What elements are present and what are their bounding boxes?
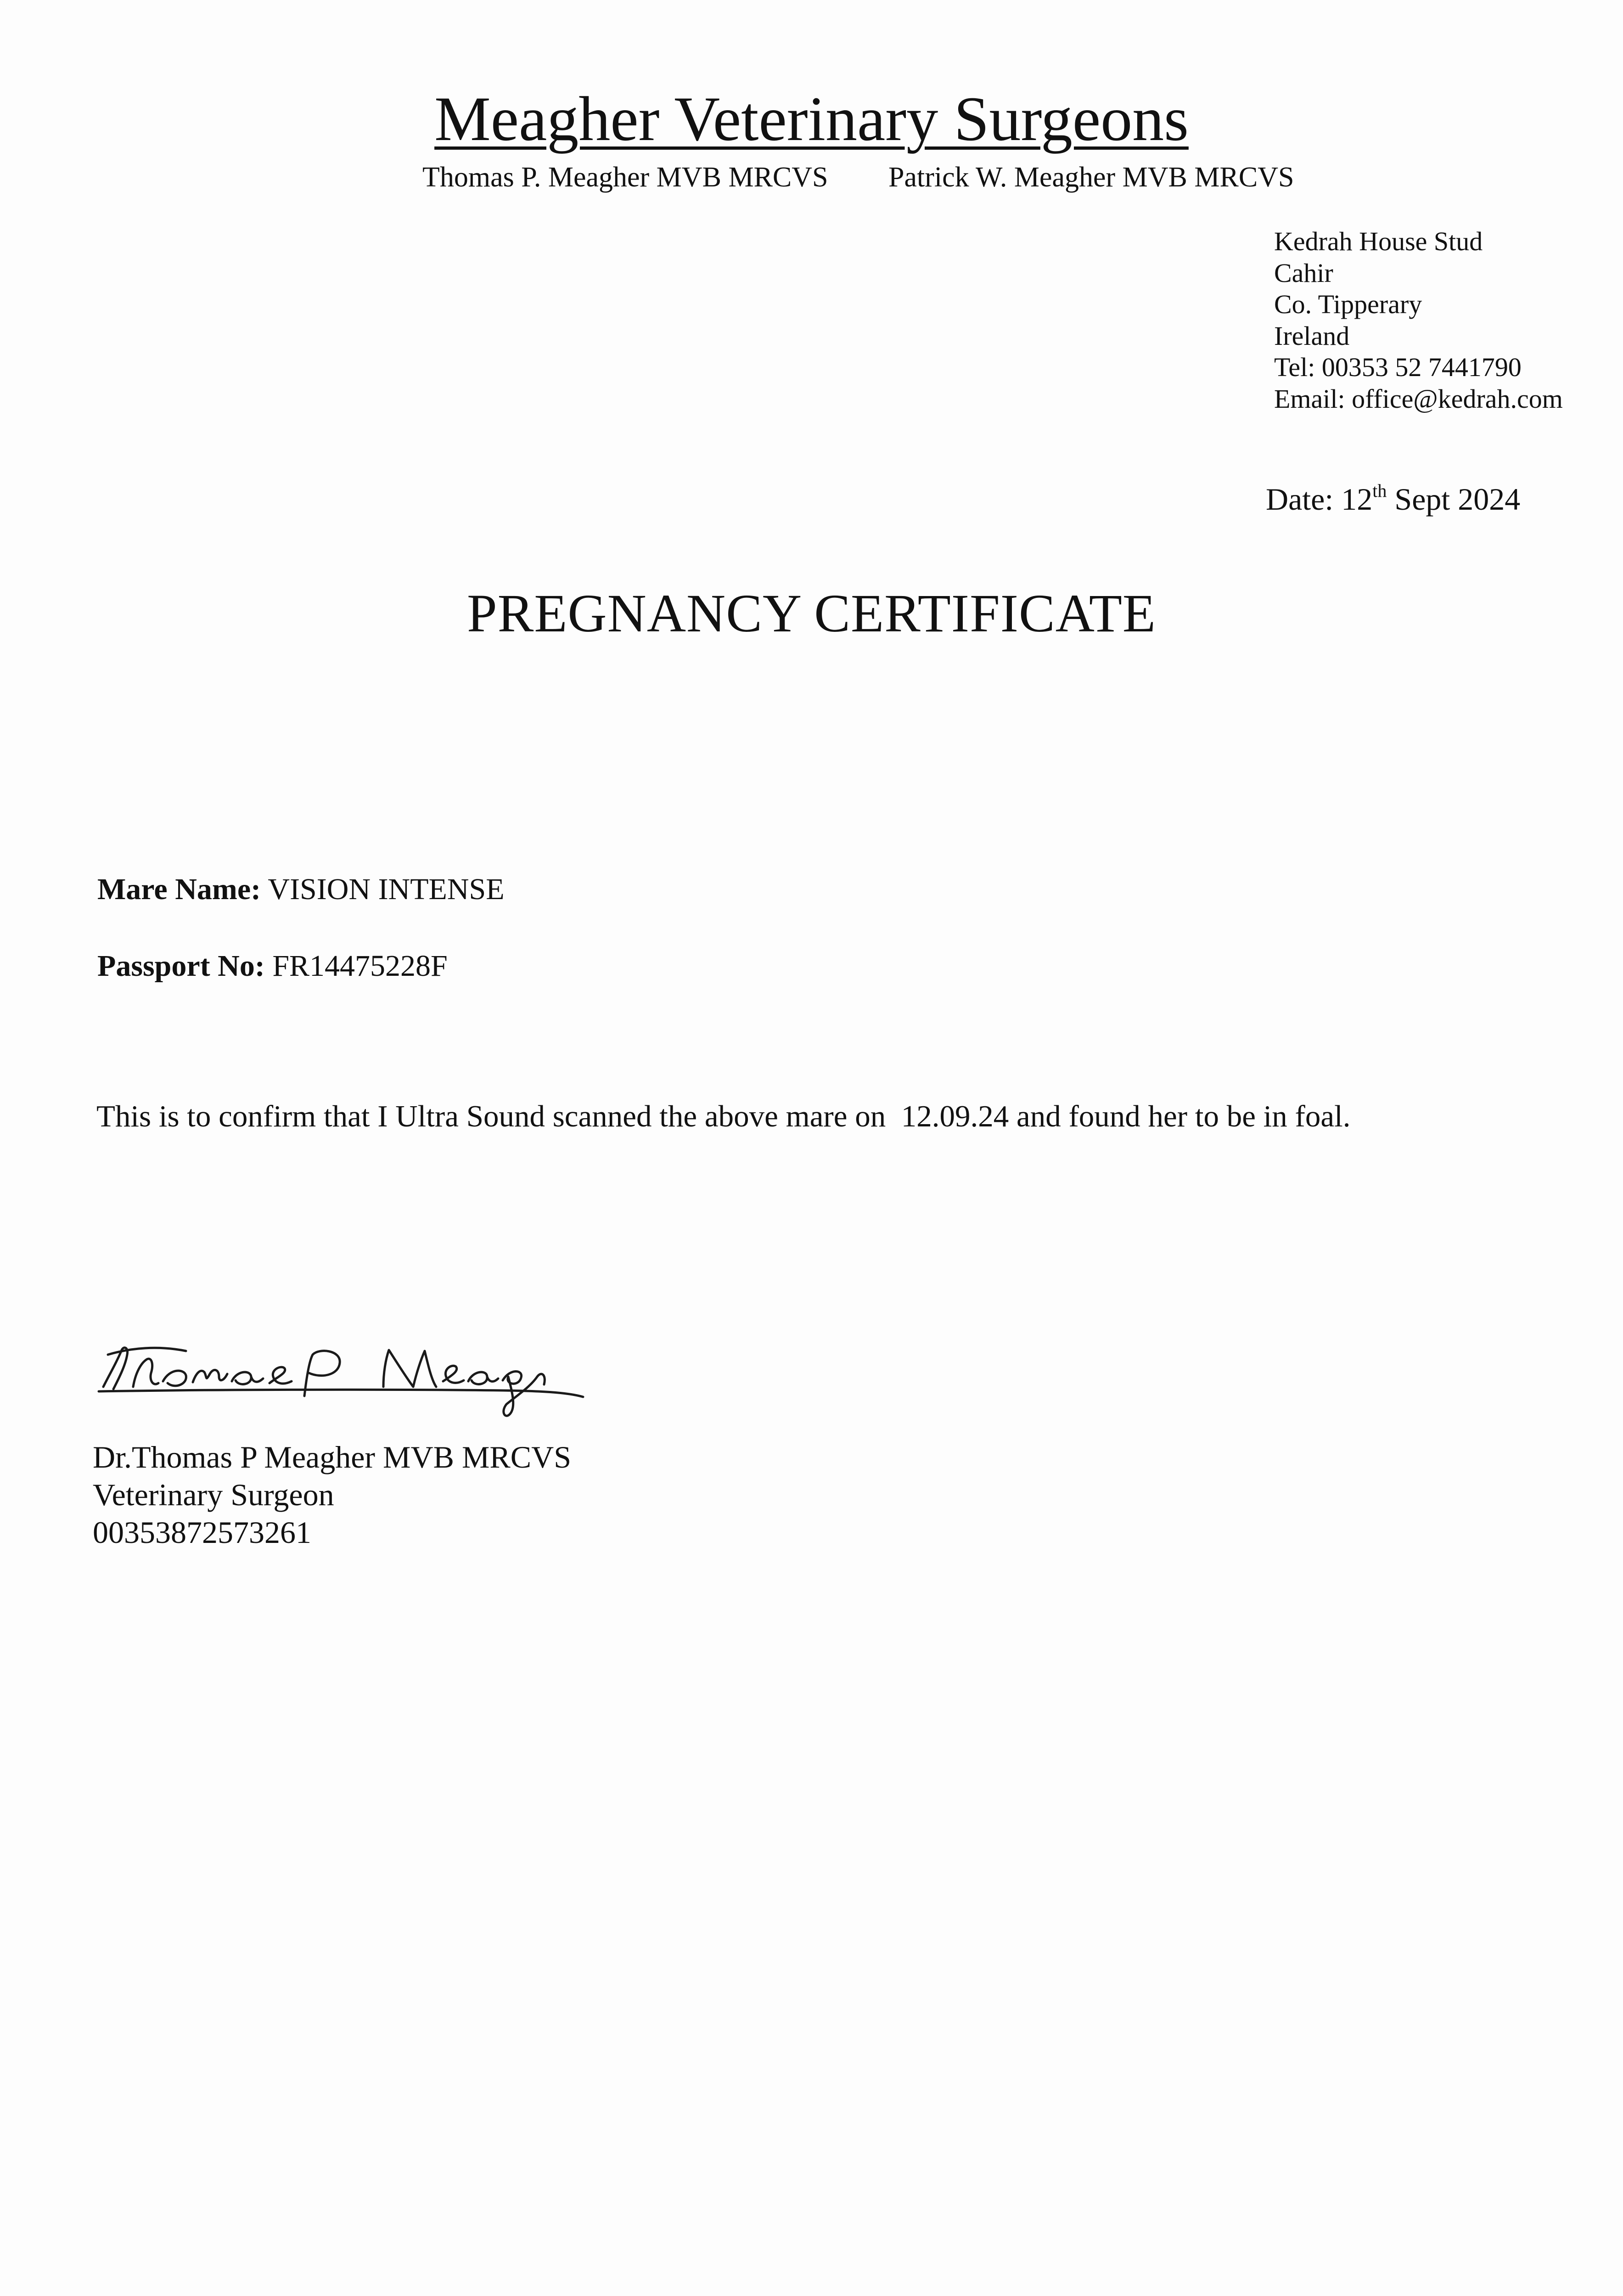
signature-image — [90, 1322, 595, 1421]
signatory-name: Dr.Thomas P Meagher MVB MRCVS — [93, 1440, 572, 1474]
date-ordinal: th — [1372, 480, 1387, 501]
confirmation-statement: This is to confirm that I Ultra Sound scanned the above mare on 12.09.24 and found her to be in foal. — [96, 1099, 1351, 1133]
address-block — [1274, 226, 1563, 415]
mare-name-value: VISION INTENSE — [261, 872, 505, 906]
address-email: Email: office@kedrah.com — [1274, 383, 1563, 414]
address-line: Co. Tipperary — [1274, 289, 1422, 319]
signatory-role: Veterinary Surgeon — [93, 1477, 334, 1512]
mare-name-field — [97, 874, 505, 905]
address-line: Ireland — [1274, 321, 1350, 351]
vet-name-patrick: Patrick W. Meagher MVB MRCVS — [888, 162, 1294, 193]
vet-name-thomas: Thomas P. Meagher MVB MRCVS — [422, 162, 828, 193]
address-line: Cahir — [1274, 258, 1333, 288]
address-tel: Tel: 00353 52 7441790 — [1274, 352, 1522, 382]
signatory-block — [93, 1438, 571, 1551]
practice-name: Meagher Veterinary Surgeons — [434, 84, 1189, 154]
passport-value: FR14475228F — [264, 949, 448, 983]
address-line: Kedrah House Stud — [1274, 226, 1483, 256]
signatory-phone: 00353872573261 — [93, 1515, 311, 1550]
passport-field — [97, 951, 448, 981]
document-title: PREGNANCY CERTIFICATE — [466, 583, 1156, 643]
mare-name-label: Mare Name: — [97, 872, 261, 906]
passport-label: Passport No: — [97, 949, 265, 983]
certificate-date: Date: 12th Sept 2024 — [1266, 480, 1521, 517]
